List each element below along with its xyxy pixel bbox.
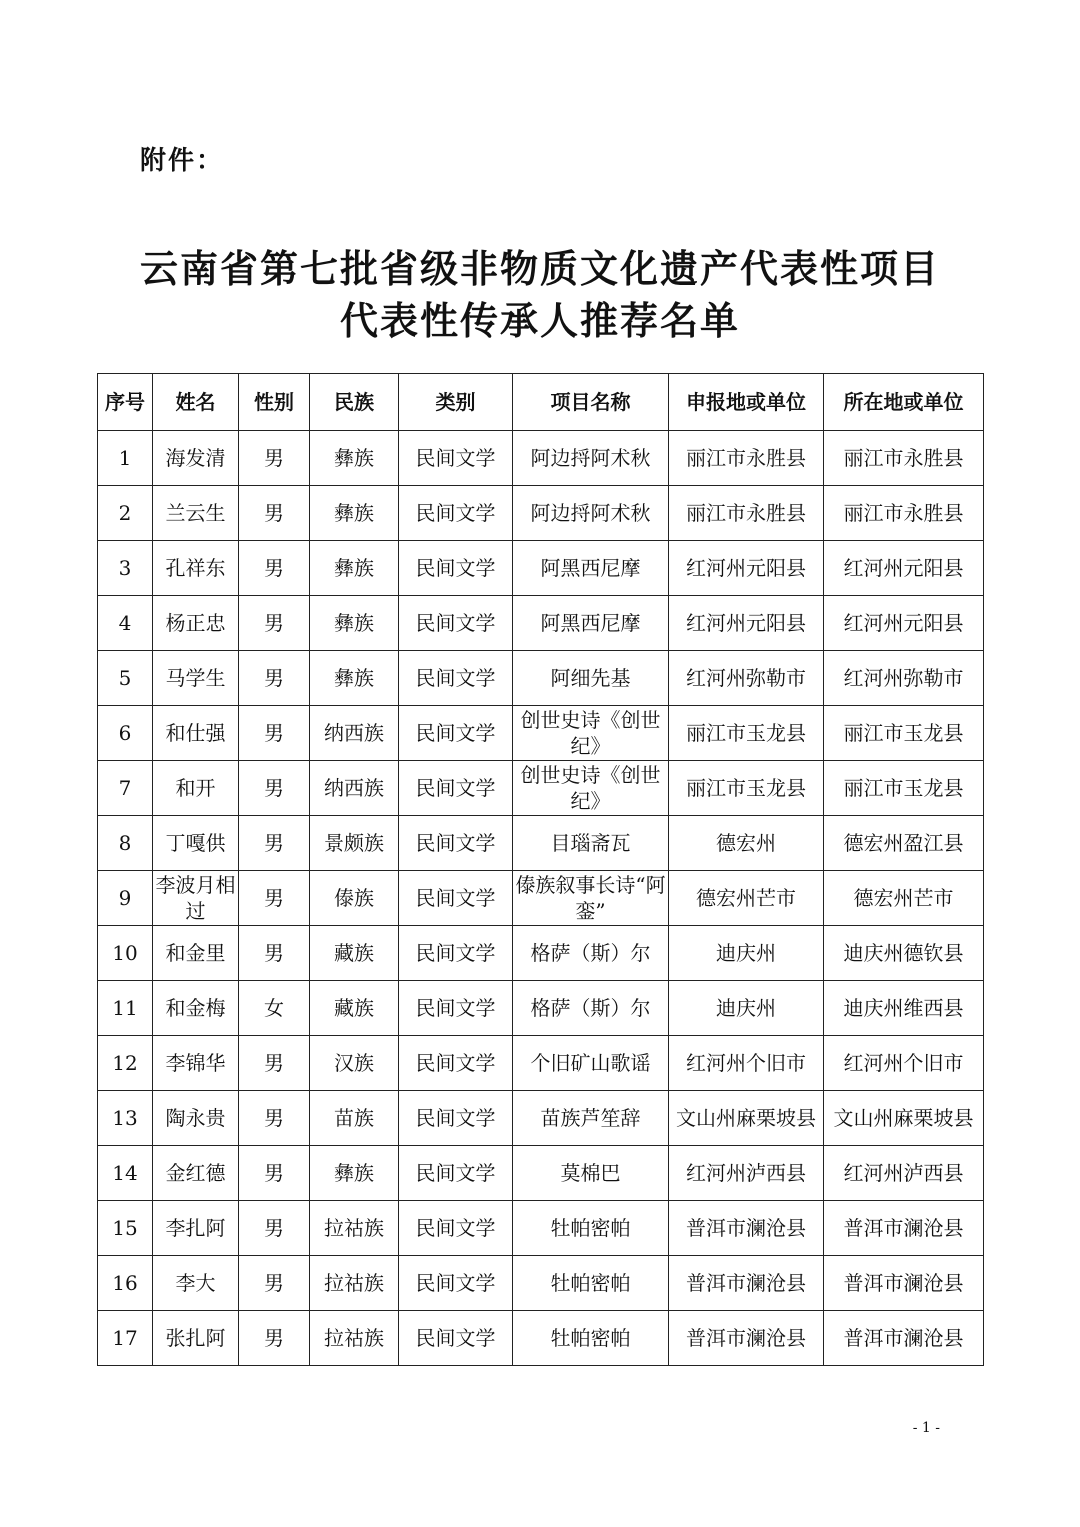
cell-applicant-location: 红河州泸西县	[669, 1146, 824, 1201]
cell-index: 12	[98, 1036, 153, 1091]
cell-project: 阿边捋阿术秋	[513, 431, 669, 486]
page-title-line-1: 云南省第七批省级非物质文化遗产代表性项目	[139, 247, 940, 291]
cell-gender: 男	[239, 1311, 310, 1366]
cell-name: 和开	[153, 761, 239, 816]
cell-project: 傣族叙事长诗“阿銮”	[513, 871, 669, 926]
table-row	[98, 1201, 984, 1256]
cell-name: 兰云生	[153, 486, 239, 541]
cell-index: 1	[98, 431, 153, 486]
cell-applicant-location: 丽江市永胜县	[669, 431, 824, 486]
cell-index: 17	[98, 1311, 153, 1366]
cell-current-location: 丽江市玉龙县	[824, 761, 984, 816]
cell-index: 2	[98, 486, 153, 541]
cell-name: 金红德	[153, 1146, 239, 1201]
cell-applicant-location: 迪庆州	[669, 926, 824, 981]
cell-name: 海发清	[153, 431, 239, 486]
cell-index: 7	[98, 761, 153, 816]
table-header-row	[98, 374, 984, 431]
cell-name: 李锦华	[153, 1036, 239, 1091]
cell-current-location: 红河州元阳县	[824, 541, 984, 596]
table-row	[98, 761, 984, 816]
cell-project: 目瑙斋瓦	[513, 816, 669, 871]
cell-applicant-location: 丽江市玉龙县	[669, 706, 824, 761]
cell-ethnicity: 藏族	[310, 926, 399, 981]
table-body	[98, 431, 984, 1366]
cell-category: 民间文学	[399, 596, 513, 651]
cell-gender: 男	[239, 431, 310, 486]
cell-project: 牡帕密帕	[513, 1256, 669, 1311]
cell-applicant-location: 普洱市澜沧县	[669, 1256, 824, 1311]
cell-gender: 男	[239, 816, 310, 871]
cell-ethnicity: 彝族	[310, 1146, 399, 1201]
cell-ethnicity: 景颇族	[310, 816, 399, 871]
cell-project: 牡帕密帕	[513, 1201, 669, 1256]
cell-category: 民间文学	[399, 1091, 513, 1146]
table-row	[98, 431, 984, 486]
cell-project: 莫棉巴	[513, 1146, 669, 1201]
table-row	[98, 1256, 984, 1311]
cell-ethnicity: 汉族	[310, 1036, 399, 1091]
cell-applicant-location: 红河州元阳县	[669, 596, 824, 651]
cell-project: 创世史诗《创世纪》	[513, 761, 669, 816]
cell-ethnicity: 藏族	[310, 981, 399, 1036]
cell-category: 民间文学	[399, 761, 513, 816]
cell-project: 个旧矿山歌谣	[513, 1036, 669, 1091]
cell-index: 3	[98, 541, 153, 596]
cell-current-location: 红河州元阳县	[824, 596, 984, 651]
cell-name: 马学生	[153, 651, 239, 706]
cell-project: 阿黑西尼摩	[513, 541, 669, 596]
cell-project: 苗族芦笙辞	[513, 1091, 669, 1146]
cell-gender: 男	[239, 871, 310, 926]
cell-index: 15	[98, 1201, 153, 1256]
cell-index: 9	[98, 871, 153, 926]
cell-category: 民间文学	[399, 926, 513, 981]
page-number: - 1 -	[912, 1420, 940, 1436]
cell-name: 李波月相过	[153, 871, 239, 926]
cell-category: 民间文学	[399, 486, 513, 541]
cell-category: 民间文学	[399, 1201, 513, 1256]
cell-project: 阿细先基	[513, 651, 669, 706]
cell-name: 丁嘎供	[153, 816, 239, 871]
cell-name: 杨正忠	[153, 596, 239, 651]
cell-category: 民间文学	[399, 431, 513, 486]
cell-gender: 男	[239, 596, 310, 651]
cell-gender: 男	[239, 1201, 310, 1256]
cell-current-location: 红河州弥勒市	[824, 651, 984, 706]
cell-ethnicity: 彝族	[310, 431, 399, 486]
cell-gender: 男	[239, 1091, 310, 1146]
cell-current-location: 文山州麻栗坡县	[824, 1091, 984, 1146]
table-row	[98, 651, 984, 706]
cell-gender: 男	[239, 486, 310, 541]
cell-current-location: 德宏州芒市	[824, 871, 984, 926]
cell-applicant-location: 红河州元阳县	[669, 541, 824, 596]
cell-project: 阿黑西尼摩	[513, 596, 669, 651]
cell-index: 5	[98, 651, 153, 706]
cell-gender: 男	[239, 1146, 310, 1201]
cell-current-location: 红河州泸西县	[824, 1146, 984, 1201]
cell-category: 民间文学	[399, 816, 513, 871]
cell-ethnicity: 纳西族	[310, 706, 399, 761]
cell-current-location: 普洱市澜沧县	[824, 1256, 984, 1311]
cell-current-location: 丽江市永胜县	[824, 431, 984, 486]
cell-gender: 男	[239, 1036, 310, 1091]
cell-applicant-location: 红河州个旧市	[669, 1036, 824, 1091]
cell-applicant-location: 文山州麻栗坡县	[669, 1091, 824, 1146]
cell-index: 8	[98, 816, 153, 871]
cell-index: 11	[98, 981, 153, 1036]
table-row	[98, 871, 984, 926]
cell-applicant-location: 德宏州	[669, 816, 824, 871]
cell-ethnicity: 苗族	[310, 1091, 399, 1146]
column-header-name: 姓名	[153, 374, 239, 431]
cell-applicant-location: 丽江市永胜县	[669, 486, 824, 541]
cell-project: 创世史诗《创世纪》	[513, 706, 669, 761]
table-row	[98, 1311, 984, 1366]
column-header-category: 类别	[399, 374, 513, 431]
table-row	[98, 1091, 984, 1146]
cell-current-location: 丽江市永胜县	[824, 486, 984, 541]
column-header-ethnicity: 民族	[310, 374, 399, 431]
cell-current-location: 普洱市澜沧县	[824, 1201, 984, 1256]
cell-applicant-location: 德宏州芒市	[669, 871, 824, 926]
table-row	[98, 596, 984, 651]
cell-ethnicity: 拉祜族	[310, 1201, 399, 1256]
cell-project: 格萨（斯）尔	[513, 981, 669, 1036]
cell-index: 16	[98, 1256, 153, 1311]
table-row	[98, 926, 984, 981]
table-row	[98, 541, 984, 596]
column-header-index: 序号	[98, 374, 153, 431]
cell-category: 民间文学	[399, 1146, 513, 1201]
cell-category: 民间文学	[399, 541, 513, 596]
column-header-applicant-location: 申报地或单位	[669, 374, 824, 431]
column-header-project: 项目名称	[513, 374, 669, 431]
cell-ethnicity: 彝族	[310, 486, 399, 541]
cell-applicant-location: 丽江市玉龙县	[669, 761, 824, 816]
cell-current-location: 迪庆州维西县	[824, 981, 984, 1036]
cell-applicant-location: 迪庆州	[669, 981, 824, 1036]
cell-current-location: 普洱市澜沧县	[824, 1311, 984, 1366]
table-row	[98, 816, 984, 871]
cell-category: 民间文学	[399, 1036, 513, 1091]
cell-gender: 女	[239, 981, 310, 1036]
cell-current-location: 红河州个旧市	[824, 1036, 984, 1091]
cell-category: 民间文学	[399, 871, 513, 926]
cell-gender: 男	[239, 541, 310, 596]
column-header-gender: 性别	[239, 374, 310, 431]
cell-project: 格萨（斯）尔	[513, 926, 669, 981]
cell-name: 和金里	[153, 926, 239, 981]
cell-current-location: 德宏州盈江县	[824, 816, 984, 871]
cell-ethnicity: 拉祜族	[310, 1311, 399, 1366]
cell-current-location: 迪庆州德钦县	[824, 926, 984, 981]
cell-name: 李扎阿	[153, 1201, 239, 1256]
cell-gender: 男	[239, 926, 310, 981]
cell-applicant-location: 红河州弥勒市	[669, 651, 824, 706]
cell-project: 阿边捋阿术秋	[513, 486, 669, 541]
cell-gender: 男	[239, 651, 310, 706]
cell-gender: 男	[239, 706, 310, 761]
cell-ethnicity: 彝族	[310, 651, 399, 706]
cell-category: 民间文学	[399, 706, 513, 761]
cell-name: 和金梅	[153, 981, 239, 1036]
cell-name: 陶永贵	[153, 1091, 239, 1146]
cell-name: 李大	[153, 1256, 239, 1311]
cell-ethnicity: 彝族	[310, 541, 399, 596]
cell-ethnicity: 彝族	[310, 596, 399, 651]
table-row	[98, 981, 984, 1036]
cell-category: 民间文学	[399, 1311, 513, 1366]
cell-category: 民间文学	[399, 651, 513, 706]
cell-index: 13	[98, 1091, 153, 1146]
cell-category: 民间文学	[399, 1256, 513, 1311]
cell-ethnicity: 傣族	[310, 871, 399, 926]
recommendation-table	[97, 373, 984, 1366]
cell-index: 14	[98, 1146, 153, 1201]
cell-gender: 男	[239, 761, 310, 816]
cell-ethnicity: 拉祜族	[310, 1256, 399, 1311]
cell-project: 牡帕密帕	[513, 1311, 669, 1366]
table-row	[98, 706, 984, 761]
cell-name: 孔祥东	[153, 541, 239, 596]
cell-gender: 男	[239, 1256, 310, 1311]
cell-applicant-location: 普洱市澜沧县	[669, 1311, 824, 1366]
cell-category: 民间文学	[399, 981, 513, 1036]
table-row	[98, 486, 984, 541]
cell-applicant-location: 普洱市澜沧县	[669, 1201, 824, 1256]
cell-index: 4	[98, 596, 153, 651]
cell-name: 张扎阿	[153, 1311, 239, 1366]
table-row	[98, 1036, 984, 1091]
cell-ethnicity: 纳西族	[310, 761, 399, 816]
cell-name: 和仕强	[153, 706, 239, 761]
attachment-label: 附件：	[140, 146, 225, 176]
column-header-current-location: 所在地或单位	[824, 374, 984, 431]
page-title-line-2: 代表性传承人推荐名单	[339, 299, 740, 343]
cell-index: 10	[98, 926, 153, 981]
table-row	[98, 1146, 984, 1201]
cell-current-location: 丽江市玉龙县	[824, 706, 984, 761]
cell-index: 6	[98, 706, 153, 761]
